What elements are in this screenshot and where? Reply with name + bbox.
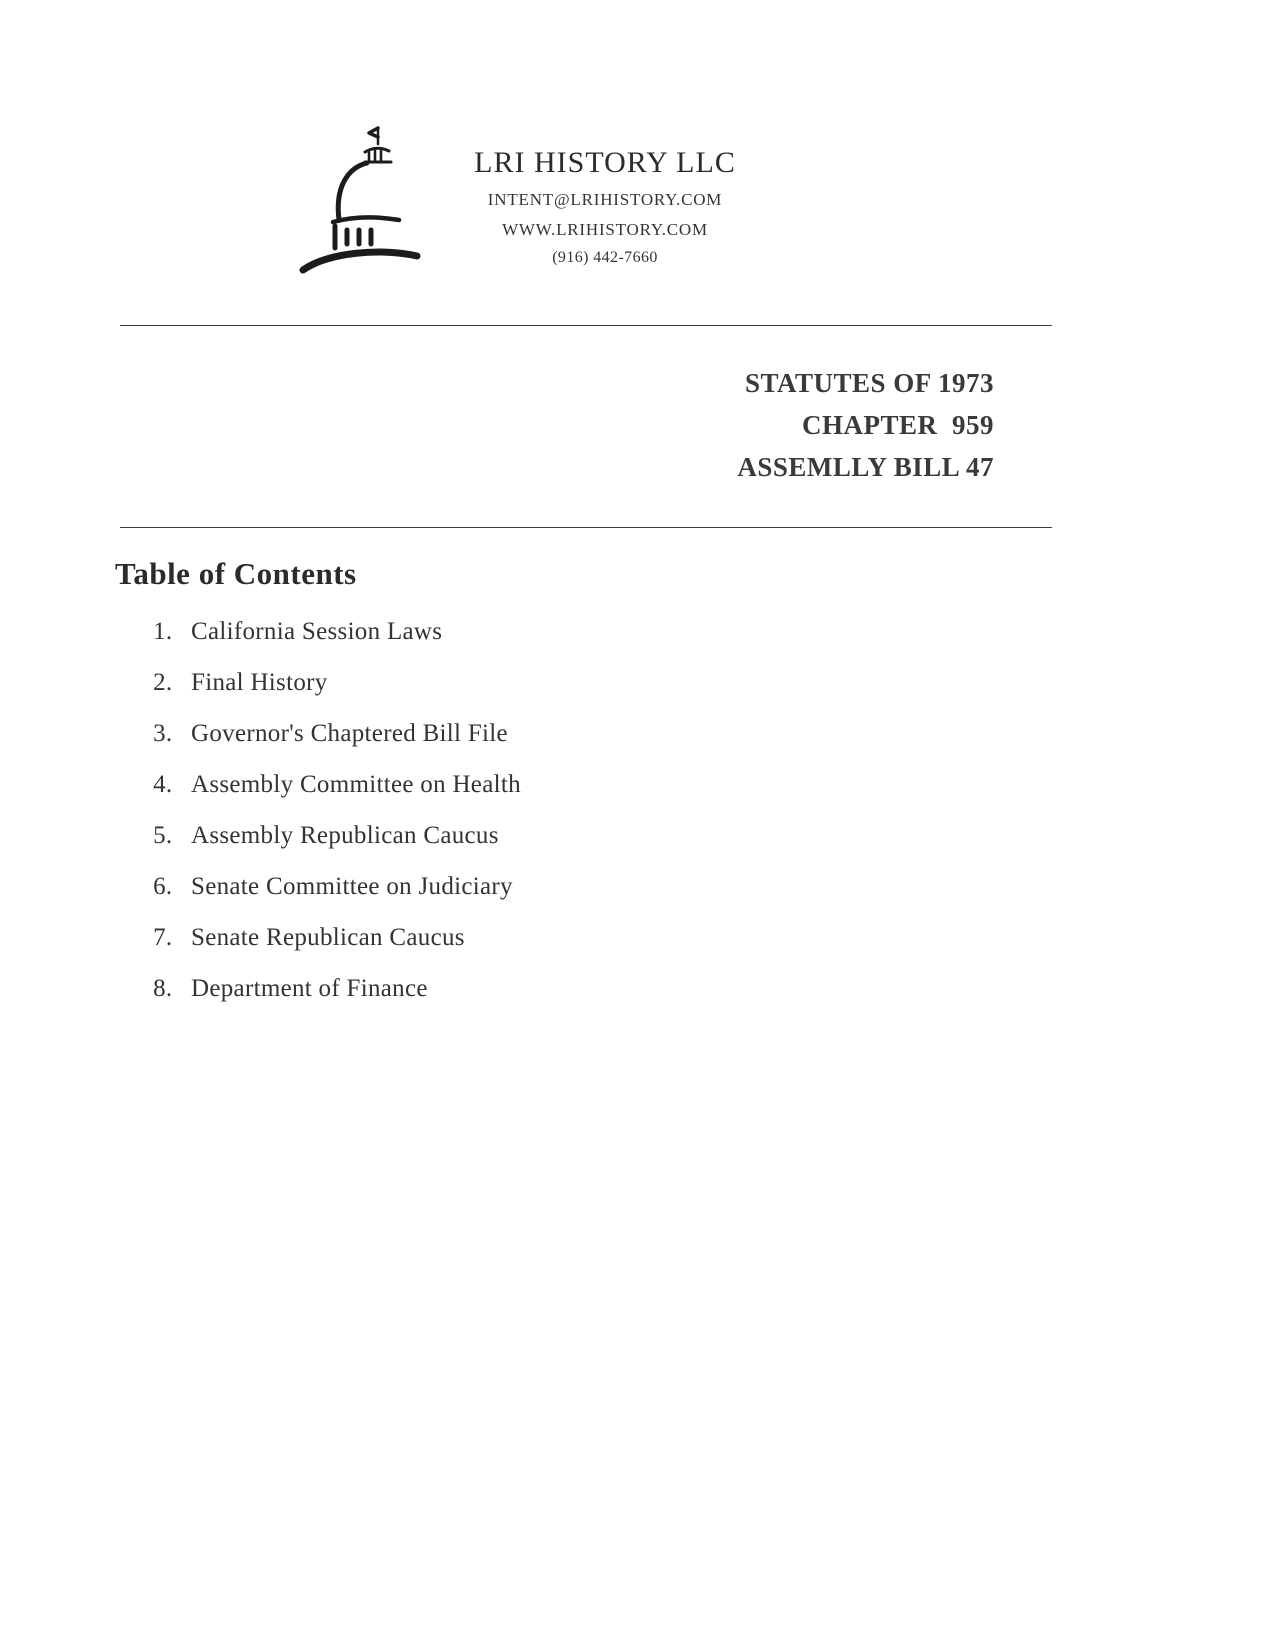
divider-top (120, 325, 1052, 326)
toc-item: 4. Assembly Committee on Health (179, 771, 521, 799)
company-email: INTENT@LRIHISTORY.COM (487, 190, 723, 209)
letterhead-text (455, 146, 755, 267)
toc-item: 3. Governor's Chaptered Bill File (179, 720, 521, 748)
toc-list (143, 618, 521, 1026)
chapter-number-line: CHAPTER 959 (801, 410, 994, 440)
toc-item: 7. Senate Republican Caucus (179, 924, 521, 952)
company-website: WWW.LRIHISTORY.COM (502, 220, 708, 239)
toc-item: 2. Final History (179, 669, 521, 697)
company-name: LRI HISTORY LLC (474, 146, 736, 179)
toc-item: 8. Department of Finance (179, 975, 521, 1003)
divider-bottom (120, 527, 1052, 528)
toc-item: 1. California Session Laws (179, 618, 521, 646)
statutes-year-line: STATUTES OF 1973 (744, 368, 994, 398)
toc-item: 5. Assembly Republican Caucus (179, 822, 521, 850)
assembly-bill-line: ASSEMLLY BILL 47 (737, 452, 994, 482)
toc-item: 6. Senate Committee on Judiciary (179, 873, 521, 901)
capitol-dome-logo-icon (295, 118, 445, 288)
company-phone: (916) 442-7660 (552, 249, 658, 266)
title-block (737, 362, 994, 488)
toc-heading: Table of Contents (115, 556, 357, 591)
